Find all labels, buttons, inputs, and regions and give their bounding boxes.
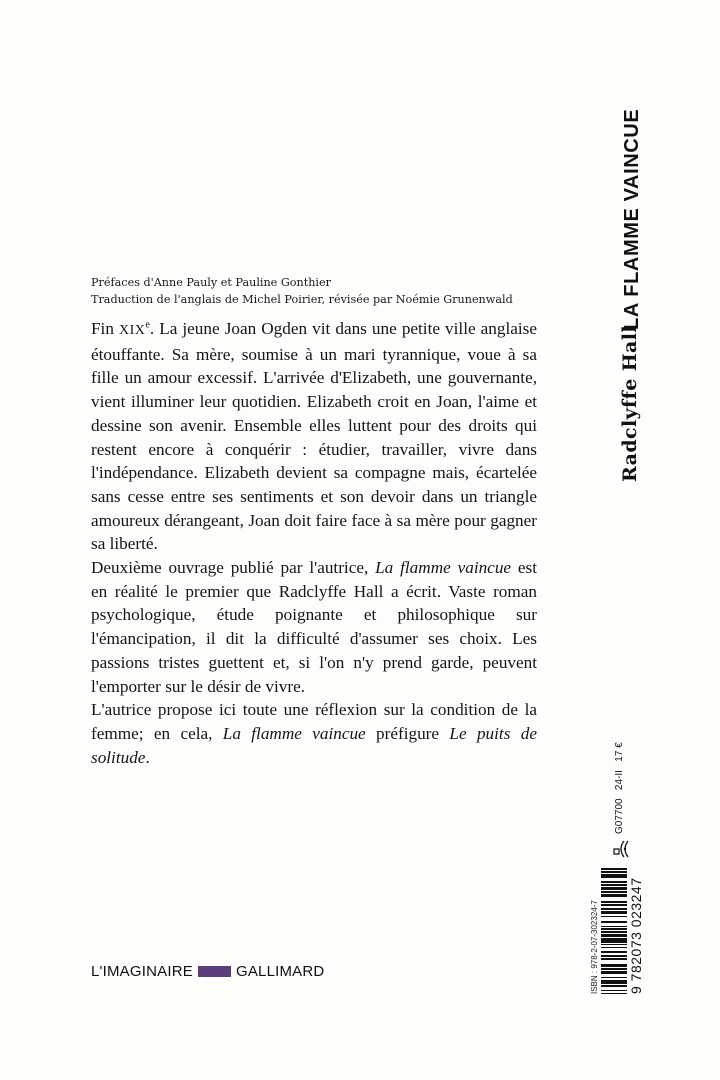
barcode-bar [601,984,627,985]
barcode-bar [601,927,627,928]
barcode-bar [601,933,627,934]
barcode-bar [601,951,627,952]
barcode-bars [601,868,627,994]
barcode-bar [601,903,627,904]
barcode-bar [601,947,627,948]
price-info [614,742,625,834]
barcode-bar [601,980,627,984]
blurb-p1-text: . La jeune Joan Ogden vit dans une petite ville anglaise étouffante. Sa mère, soumise à un mari tyrannique, voue à sa fille un amour excessif. L'arrivée d'Elizabeth, une gouvernante, vient illuminer leur quotidien. Elizabeth croit en Joan, l'aime et dessine son avenir. Ensemble elles luttent pour des droits qui restent encore à conquérir : étudier, travailler, vivre dans l'indépendance. Elizabeth devient sa compagne mais, écartelée sans cesse entre ses sentiments et son devoir dans un triangle amoureux dérangeant, Joan doit faire face à sa mère pour gagner sa liberté. [91,319,537,554]
product-code: G07700 [614,798,625,834]
barcode-bar [601,930,627,931]
barcode-bar [601,985,627,986]
barcode-bar [601,990,627,991]
credits-block [91,274,521,308]
barcode-bar [601,957,627,958]
barcode-bar [601,914,627,915]
barcode-bar [601,970,627,971]
recycle-book-icon [610,838,632,860]
batch-code: 24-II [614,770,625,791]
blurb-p3-b: préfigure [365,723,450,743]
barcode-bar [601,890,627,891]
publisher-name: GALLIMARD [235,962,325,980]
book-price: 17 € [614,742,625,762]
barcode-bar [601,871,627,872]
barcode-bar [601,934,627,937]
barcode-bar [601,874,627,878]
barcode-bar [601,911,627,914]
barcode-bar [601,993,627,994]
barcode-bar [601,887,627,890]
barcode-bar [601,897,627,901]
blurb-p2-title: La flamme vaincue [375,558,512,578]
barcode-block [590,742,658,994]
barcode-bar [601,958,627,959]
blurb-paragraph-1 [91,317,537,556]
blurb-p3-c: . [145,747,150,767]
barcode-bar [601,987,627,990]
barcode-bar [601,991,627,992]
blurb-paragraph-2 [91,556,537,698]
barcode-bar [601,971,627,974]
collection-color-swatch [198,966,231,977]
back-cover-blurb [91,317,537,769]
barcode-bar [601,937,627,938]
barcode-bar [601,878,627,881]
barcode-bar [601,881,627,882]
barcode-bar [601,873,627,874]
barcode-bar [601,928,627,929]
barcode-bar [601,893,627,894]
blurb-p3-title2: Le puits de solitude [91,723,537,767]
barcode-bar [601,883,627,884]
barcode-bar [601,931,627,932]
blurb-p3-title: La flamme vaincue [222,723,366,743]
blurb-p3-a: L'autrice propose ici toute une réflexion sur la condition de la femme; en cela, [91,700,537,743]
barcode-bar [601,891,627,892]
spine-book-title: LA FLAMME VAINCUE [621,108,643,330]
isbn-label: ISBN : 978-2-07-302324-7 [590,900,599,994]
barcode-bar [601,948,627,951]
barcode-bar [601,978,627,979]
collection-name: L'IMAGINAIRE [91,962,193,980]
barcode-bar [601,960,627,964]
blurb-p2-a: Deuxième ouvrage publié par l'autrice, [91,558,376,578]
barcode-bar [601,884,627,885]
barcode-bar [601,964,627,967]
barcode-bar [601,901,627,902]
barcode-bar [601,977,627,978]
blurb-century: XIX [119,323,146,338]
blurb-century-sup: e [145,319,150,331]
barcode-bar [601,908,627,909]
barcode-bar [601,894,627,897]
barcode-bar [601,921,627,922]
barcode-bar [601,946,627,947]
translation-credit: Traduction de l'anglais de Michel Poirier, révisée par Noémie Grunenwald [91,293,513,306]
barcode-bar [601,886,627,887]
barcode-bar [601,906,627,909]
barcode-bar [601,868,627,869]
barcode-bar [601,917,627,921]
barcode-bar [601,955,627,956]
barcode-bar [601,968,627,969]
barcode-bar [601,926,627,927]
barcode-bar [601,974,627,977]
barcode-bar [601,943,627,944]
blurb-paragraph-3 [91,698,537,769]
barcode-digits: 9 782073 023247 [628,877,644,994]
barcode-bar [601,938,627,942]
barcode-bar [601,904,627,905]
barcode-bar [601,870,627,871]
barcode-bar [601,923,627,926]
barcode-bar [601,916,627,917]
blurb-p2-b: est en réalité le premier que Radclyffe Hall a écrit. Vaste roman psychologique, étude poignante et philosophique sur l'émancipation, il dit la difficulté d'assumer ses choix. Les passions tristes guettent et, si l'on n'y prend garde, peuvent l'emporter sur le désir de vivre. [91,558,537,696]
preface-credit: Préfaces d'Anne Pauly et Pauline Gonthier [91,276,331,289]
barcode-bar [601,944,627,945]
barcode-bar [601,910,627,911]
spine-author-name: Radclyffe Hall [619,325,641,482]
collection-imprint [91,961,324,981]
barcode-bar [601,953,627,956]
barcode-bar [601,967,627,968]
blurb-p1-fin: Fin [91,319,119,338]
